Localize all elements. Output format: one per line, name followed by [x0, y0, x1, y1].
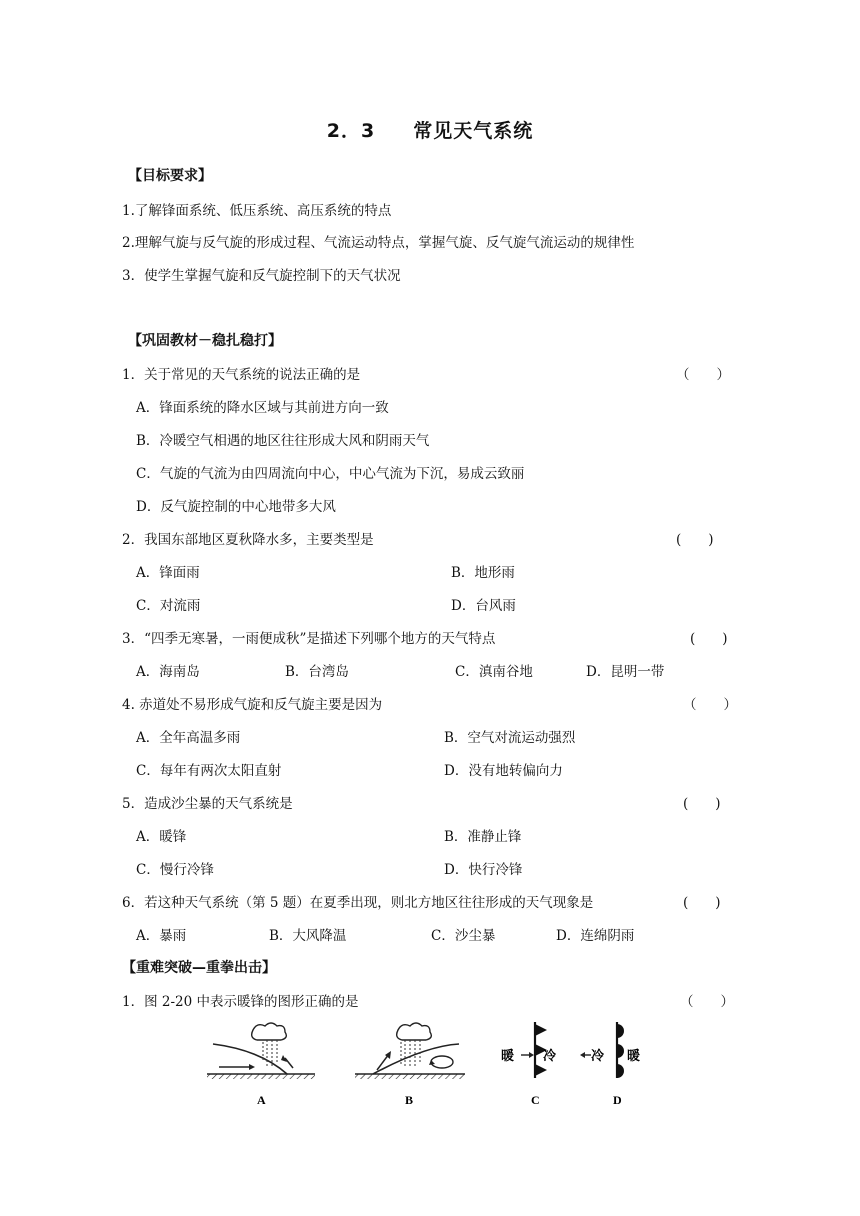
- question-1-option-a: A．锋面系统的降水区域与其前进方向一致: [136, 400, 389, 416]
- question-3-option-c: C．滇南谷地: [455, 664, 533, 680]
- goal-item-3: 3．使学生掌握气旋和反气旋控制下的天气状况: [122, 268, 401, 284]
- goal-item-1: 1.了解锋面系统、低压系统、高压系统的特点: [122, 203, 392, 219]
- section-title: 常见天气系统: [413, 120, 534, 142]
- page-title: [0, 116, 860, 143]
- question-6-option-d: D．连绵阴雨: [556, 928, 635, 944]
- question-4-option-a: A．全年高温多雨: [136, 730, 241, 746]
- breakthrough-question-1-answer-blank: （ ）: [680, 994, 734, 1010]
- question-1-option-b: B．冷暖空气相遇的地区往往形成大风和阴雨天气: [136, 433, 430, 449]
- diagram-c-cold-label: 冷: [543, 1049, 557, 1064]
- question-1-option-c: C．气旋的气流为由四周流向中心，中心气流为下沉，易成云致丽: [136, 466, 525, 482]
- question-3-option-b: B．台湾岛: [285, 664, 349, 680]
- diagram-a-label: A: [257, 1093, 266, 1107]
- breakthrough-heading: 【重难突破—重拳出击】: [122, 960, 276, 976]
- question-5-option-b: B．准静止锋: [444, 829, 522, 845]
- diagram-d-label: D: [613, 1093, 622, 1107]
- question-2-answer-blank: ( ): [676, 532, 714, 548]
- question-4-option-b: B．空气对流运动强烈: [444, 730, 576, 746]
- question-5-answer-blank: ( ): [683, 796, 721, 812]
- question-4-answer-blank: （ ）: [683, 697, 737, 713]
- diagram-d-cold-label: 冷: [591, 1049, 605, 1064]
- question-2-option-c: C．对流雨: [136, 598, 201, 614]
- goal-item-2: 2.理解气旋与反气旋的形成过程、气流运动特点，掌握气旋、反气旋气流运动的规律性: [122, 235, 635, 251]
- question-2-stem: 2．我国东部地区夏秋降水多，主要类型是: [122, 532, 374, 548]
- goals-heading: 【目标要求】: [128, 168, 212, 184]
- question-2-option-d: D．台风雨: [451, 598, 516, 614]
- question-4-stem: 4. 赤道处不易形成气旋和反气旋主要是因为: [122, 697, 383, 713]
- diagram-d-warm-label: 暖: [627, 1049, 641, 1064]
- question-6-option-c: C．沙尘暴: [431, 928, 496, 944]
- diagram-c-label: C: [531, 1093, 540, 1107]
- question-3-stem: 3．“四季无寒暑，一雨便成秋”是描述下列哪个地方的天气特点: [122, 631, 496, 647]
- question-4-option-c: C．每年有两次太阳直射: [136, 763, 282, 779]
- diagram-b-label: B: [405, 1093, 414, 1107]
- question-2-option-a: A．锋面雨: [136, 565, 200, 581]
- diagram-b: [355, 1023, 465, 1107]
- question-5-stem: 5．造成沙尘暴的天气系统是: [122, 796, 293, 812]
- diagram-c: [501, 1022, 557, 1107]
- diagram-a: [207, 1023, 315, 1107]
- diagram-c-warm-label: 暖: [501, 1049, 515, 1064]
- question-1-stem: 1．关于常见的天气系统的说法正确的是: [122, 367, 361, 383]
- question-5-option-d: D．快行冷锋: [444, 862, 523, 878]
- front-diagram-figure: [205, 1022, 665, 1112]
- question-6-stem: 6．若这种天气系统（第 5 题）在夏季出现，则北方地区往往形成的天气现象是: [122, 895, 594, 911]
- question-6-option-b: B．大风降温: [269, 928, 347, 944]
- question-3-option-a: A．海南岛: [136, 664, 200, 680]
- question-1-answer-blank: （ ）: [676, 367, 730, 383]
- diagram-d: [580, 1022, 640, 1107]
- question-6-answer-blank: ( ): [683, 895, 721, 911]
- question-5-option-c: C．慢行冷锋: [136, 862, 214, 878]
- question-3-option-d: D．昆明一带: [586, 664, 665, 680]
- question-6-option-a: A．暴雨: [136, 928, 187, 944]
- question-1-option-d: D．反气旋控制的中心地带多大风: [136, 499, 336, 515]
- consolidate-heading: 【巩固教材－稳扎稳打】: [128, 333, 282, 349]
- question-3-answer-blank: ( ): [690, 631, 728, 647]
- question-2-option-b: B．地形雨: [451, 565, 515, 581]
- breakthrough-question-1-stem: 1．图 2-20 中表示暖锋的图形正确的是: [122, 994, 359, 1010]
- question-4-option-d: D．没有地转偏向力: [444, 763, 563, 779]
- question-5-option-a: A．暖锋: [136, 829, 187, 845]
- section-number: 2．3: [326, 120, 376, 142]
